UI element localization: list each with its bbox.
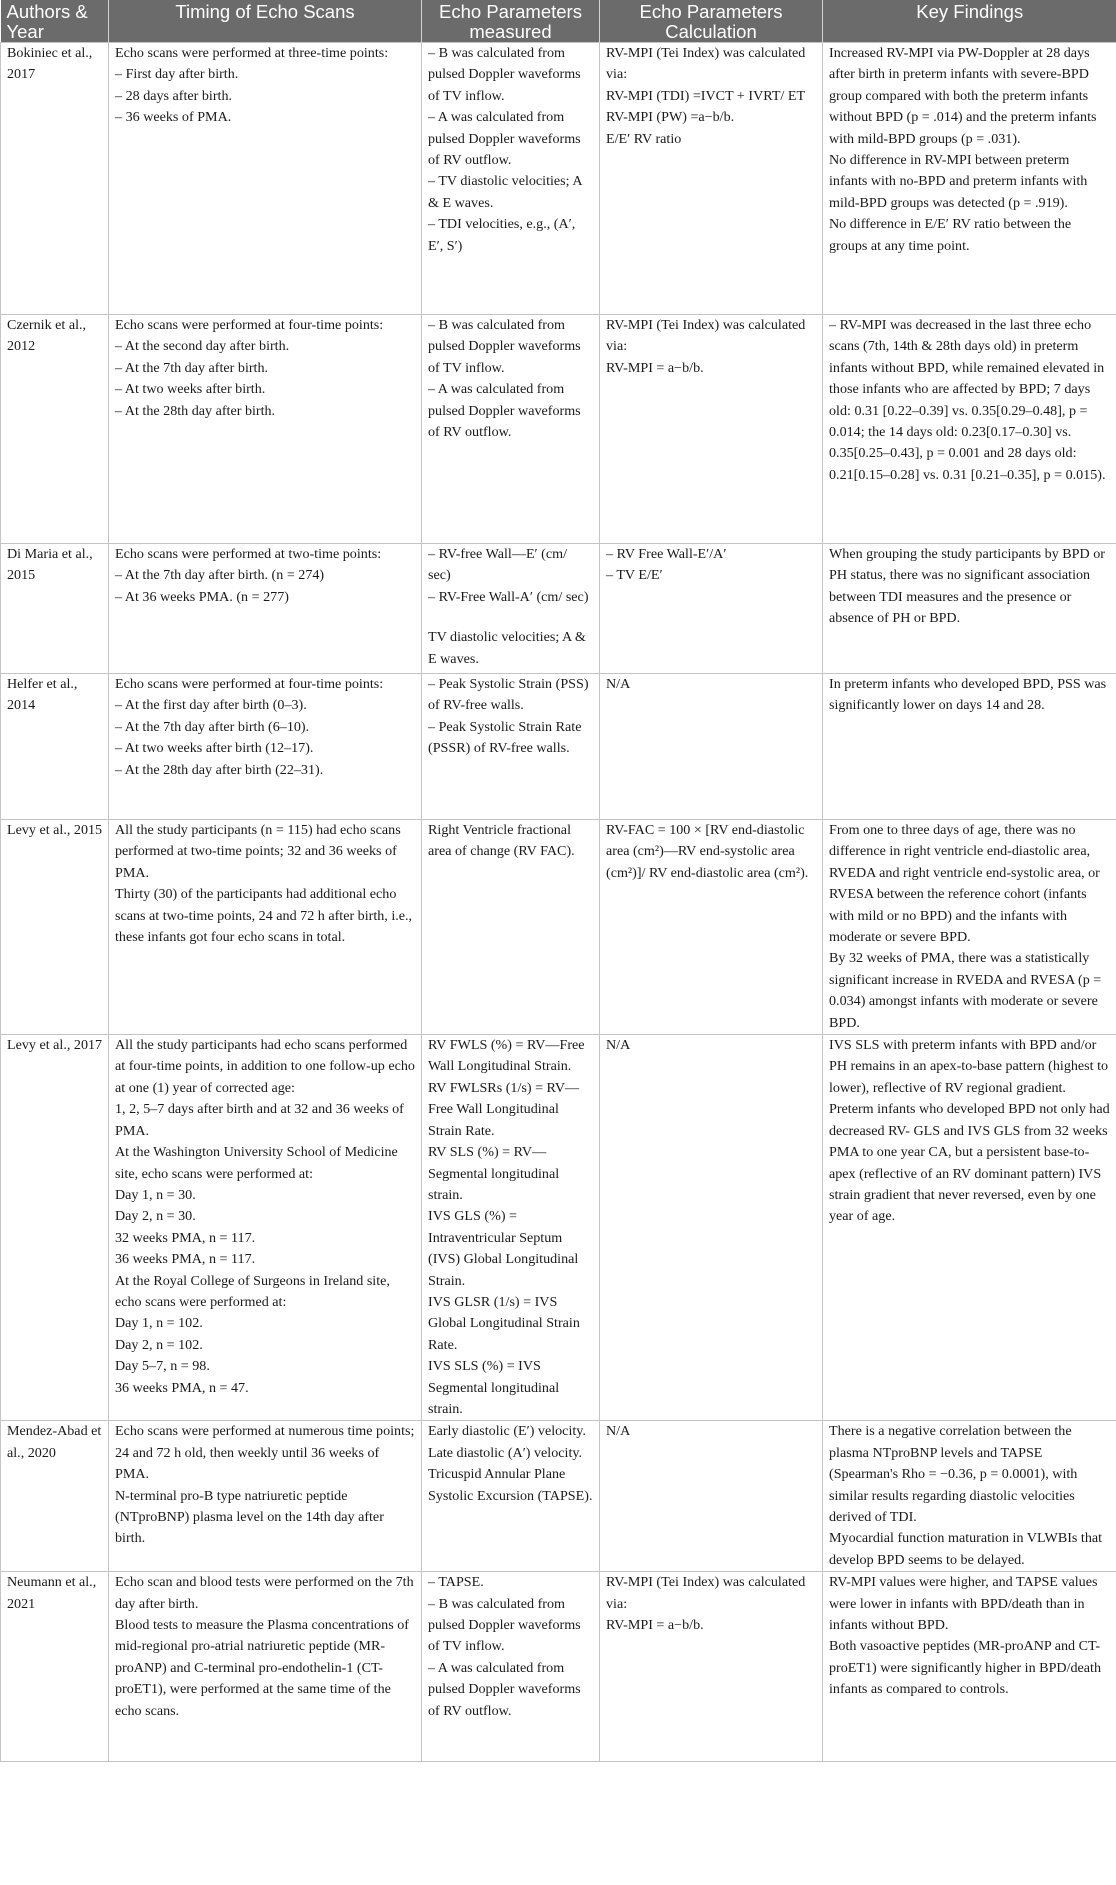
calculation-line: RV-MPI (TDI) =IVCT + IVRT/ ET [606,87,806,104]
cell-author: Levy et al., 2015 [1,820,109,1035]
header-row [1,0,1116,43]
measured-line: – B was calculated from pulsed Doppler waveforms of TV inflow. [428,1595,581,1655]
timing-line: Day 2, n = 30. [115,1208,196,1225]
cell-measured [422,1035,600,1421]
cell-measured [422,1421,600,1572]
timing-line: Echo scans were performed at four-time points: [115,317,384,333]
cell-calculation [600,1572,823,1762]
measured-line: Right Ventricle fractional area of change (RV FAC). [428,822,575,860]
cell-author: Di Maria et al., 2015 [1,544,109,674]
timing-line: At the Washington University School of Medicine site, echo scans were performed at: [115,1144,398,1182]
measured-line: IVS GLS (%) = Intraventricular Septum (IVS) Global Longitudinal Strain. [428,1208,579,1289]
measured-line: – Peak Systolic Strain (PSS) of RV-free walls. [428,676,589,714]
timing-line: Echo scans were performed at numerous time points; 24 and 72 h old, then weekly until 36 weeks of PMA. [115,1423,415,1483]
header-parameters-measured: Echo Parameters measured [422,0,600,43]
calculation-line: RV-MPI (Tei Index) was calculated via: [606,1574,806,1612]
cell-measured [422,820,600,1035]
cell-findings [823,1421,1116,1572]
table-row [1,820,1116,1035]
calculation-line: N/A [606,676,631,692]
calculation-line: RV-MPI = a−b/b. [606,359,704,376]
timing-line: – At the 28th day after birth (22–31). [115,761,324,778]
cell-calculation [600,1421,823,1572]
calculation-line: RV-MPI (Tei Index) was calculated via: [606,45,806,83]
cell-calculation [600,315,823,544]
header-timing: Timing of Echo Scans [109,0,422,43]
timing-line: Day 2, n = 102. [115,1336,203,1353]
findings-line: When grouping the study participants by BPD or PH status, there was no significant association between TDI measures and the presence or absence of PH or BPD. [829,546,1105,627]
timing-line: – 28 days after birth. [115,87,233,104]
measured-line: Tricuspid Annular Plane Systolic Excursion (TAPSE). [428,1466,593,1504]
cell-timing [109,43,422,315]
table-row [1,315,1116,544]
cell-measured [422,315,600,544]
measured-line: – A was calculated from pulsed Doppler waveforms of RV outflow. [428,381,581,441]
measured-spacer [428,608,593,627]
table-row [1,1421,1116,1572]
timing-line: – At the 7th day after birth. (n = 274) [115,567,325,584]
header-key-findings: Key Findings [823,0,1116,43]
table-row [1,544,1116,674]
timing-line: Blood tests to measure the Plasma concentrations of mid-regional pro-atrial natriuretic peptide (MR-proANP) and C-terminal pro-endothelin-1 (CT-proET1), were performed at the same time of the echo scans. [115,1617,409,1719]
timing-line: – At the 7th day after birth (6–10). [115,718,310,735]
cell-findings [823,315,1116,544]
calculation-line: RV-FAC = 100 × [RV end-diastolic area (cm²)—RV end-systolic area (cm²)]/ RV end-diastolic area (cm²). [606,822,809,881]
timing-line: Echo scans were performed at three-time points: [115,45,389,61]
cell-calculation [600,674,823,820]
timing-line: – First day after birth. [115,66,239,83]
cell-findings [823,43,1116,315]
cell-calculation [600,544,823,674]
cell-calculation [600,820,823,1035]
calculation-line: – TV E/E′ [606,567,663,584]
findings-line: Increased RV-MPI via PW-Doppler at 28 days after birth in preterm infants with severe-BPD group compared with both the preterm infants without BPD (p = .014) and the preterm infants with mild-BPD groups (p = .031). [829,45,1097,147]
cell-author: Neumann et al., 2021 [1,1572,109,1762]
cell-measured [422,674,600,820]
timing-line: 1, 2, 5–7 days after birth and at 32 and 36 weeks of PMA. [115,1101,404,1139]
timing-line: Echo scan and blood tests were performed on the 7th day after birth. [115,1574,414,1612]
cell-author: Bokiniec et al., 2017 [1,43,109,315]
measured-line: – B was calculated from pulsed Doppler waveforms of TV inflow. [428,317,581,376]
findings-line: – RV-MPI was decreased in the last three echo scans (7th, 14th & 28th days old) in preterm infants without BPD, while remained elevated in those infants who are affected by BPD; 7 days old: 0.31 [0.22–0.39] vs. 0.35[0.29–0.48], p = 0.014; the 14 days old: 0.23[0.17–0.30] vs. 0.35[0.25–0.43], p = 0.001 and 28 days old: 0.21[0.15–0.28] vs. 0.31 [0.21–0.35], p = 0.015). [829,317,1106,483]
timing-line: 36 weeks PMA, n = 47. [115,1379,249,1396]
measured-line: – Peak Systolic Strain Rate (PSSR) of RV-free walls. [428,718,582,757]
cell-findings [823,544,1116,674]
cell-timing [109,820,422,1035]
cell-timing [109,1035,422,1421]
calculation-line: E/E′ RV ratio [606,130,682,147]
calculation-line: RV-MPI = a−b/b. [606,1617,704,1634]
calculation-line: RV-MPI (Tei Index) was calculated via: [606,317,806,355]
findings-line: Preterm infants who developed BPD not only had decreased RV- GLS and IVS GLS from 32 weeks PMA to one year CA, but a persistent base-to-apex (reflective of an RV dominant pattern) IVS strain gradient that never reversed, even by one year of age. [829,1101,1110,1225]
table-row [1,1572,1116,1762]
findings-line: RV-MPI values were higher, and TAPSE values were lower in infants with BPD/death than in infants without BPD. [829,1574,1098,1634]
findings-line: There is a negative correlation between the plasma NTproBNP levels and TAPSE (Spearman's Rho = −0.36, p = 0.0001), with similar results regarding diastolic velocities derived of TDI. [829,1423,1078,1525]
timing-line: 32 weeks PMA, n = 117. [115,1229,256,1246]
timing-line: All the study participants had echo scans performed at four-time points, in addition to one follow-up echo at one (1) year of corrected age: [115,1037,415,1096]
table-row [1,674,1116,820]
measured-line: – TAPSE. [428,1574,484,1591]
header-authors-year: Authors & Year [1,0,109,43]
timing-line: Day 1, n = 30. [115,1186,196,1203]
cell-findings [823,1035,1116,1421]
measured-line: – A was calculated from pulsed Doppler waveforms of RV outflow. [428,109,581,169]
findings-line: No difference in RV-MPI between preterm infants with no-BPD and preterm infants with mild-BPD groups was detected (p = .919). [829,152,1088,211]
cell-author: Czernik et al., 2012 [1,315,109,544]
timing-line: – At the 7th day after birth. [115,359,269,376]
table-row [1,43,1116,315]
cell-findings [823,1572,1116,1762]
cell-measured [422,43,600,315]
table-row [1,1035,1116,1421]
cell-timing [109,1572,422,1762]
cell-findings [823,674,1116,820]
cell-calculation [600,1035,823,1421]
timing-line: N-terminal pro-B type natriuretic peptide (NTproBNP) plasma level on the 14th day after birth. [115,1487,384,1547]
timing-line: All the study participants (n = 115) had echo scans performed at two-time points; 32 and 36 weeks of PMA. [115,822,401,881]
timing-line: – At two weeks after birth (12–17). [115,740,314,757]
timing-line: Day 1, n = 102. [115,1315,203,1332]
measured-line: – B was calculated from pulsed Doppler waveforms of TV inflow. [428,45,581,104]
timing-line: Thirty (30) of the participants had additional echo scans at two-time points, 24 and 72 h after birth, i.e., these infants got four echo scans in total. [115,886,413,946]
timing-line: At the Royal College of Surgeons in Ireland site, echo scans were performed at: [115,1272,390,1310]
calculation-line: N/A [606,1037,631,1054]
measured-line: RV SLS (%) = RV—Segmental longitudinal strain. [428,1144,560,1203]
cell-timing [109,315,422,544]
timing-line: Echo scans were performed at two-time points: [115,546,382,562]
findings-line: In preterm infants who developed BPD, PSS was significantly lower on days 14 and 28. [829,676,1107,714]
timing-line: Echo scans were performed at four-time points: [115,676,384,692]
findings-line: From one to three days of age, there was no difference in right ventricle end-diastolic area, RVEDA and right ventricle end-systolic area, or RVESA between the reference cohort (infants with mild or no BPD) and the infants with moderate or severe BPD. [829,822,1100,946]
cell-calculation [600,43,823,315]
measured-line: – A was calculated from pulsed Doppler waveforms of RV outflow. [428,1659,581,1719]
timing-line: – At the 28th day after birth. [115,402,276,419]
measured-line: – TV diastolic velocities; A & E waves. [428,173,582,211]
measured-line: – RV-free Wall—E′ (cm/ sec) [428,546,567,584]
cell-author: Helfer et al., 2014 [1,674,109,820]
measured-line: RV FWLSRs (1/s) = RV—Free Wall Longitudinal Strain Rate. [428,1079,580,1139]
calculation-line: RV-MPI (PW) =a−b/b. [606,109,735,126]
timing-line: – At 36 weeks PMA. (n = 277) [115,588,289,605]
findings-line: By 32 weeks of PMA, there was a statistically significant increase in RVEDA and RVESA (p = 0.034) amongst infants with moderate or severe BPD. [829,950,1102,1031]
cell-timing [109,544,422,674]
timing-line: 36 weeks PMA, n = 117. [115,1251,256,1268]
timing-line: – At the second day after birth. [115,338,290,355]
measured-line: Late diastolic (A′) velocity. [428,1444,583,1461]
calculation-line: – RV Free Wall-E′/A′ [606,546,727,562]
header-parameters-calculation: Echo Parameters Calculation [600,0,823,43]
findings-line: Both vasoactive peptides (MR-proANP and CT-proET1) were significantly higher in BPD/death infants as compared to controls. [829,1638,1102,1698]
cell-author: Levy et al., 2017 [1,1035,109,1421]
measured-line: Early diastolic (E′) velocity. [428,1423,586,1440]
measured-line: RV FWLS (%) = RV—Free Wall Longitudinal Strain. [428,1037,585,1075]
measured-line: – RV-Free Wall-A′ (cm/ sec) [428,588,589,605]
timing-line: – 36 weeks of PMA. [115,109,232,126]
calculation-line: N/A [606,1423,631,1440]
cell-findings [823,820,1116,1035]
cell-author: Mendez-Abad et al., 2020 [1,1421,109,1572]
findings-line: IVS SLS with preterm infants with BPD and/or PH remains in an apex-to-base pattern (highest to lower), reflective of RV regional gradient. [829,1037,1109,1096]
measured-line: IVS GLSR (1/s) = IVS Global Longitudinal Strain Rate. [428,1293,580,1353]
timing-line: – At the first day after birth (0–3). [115,697,307,714]
measured-line: TV diastolic velocities; A & E waves. [428,629,586,667]
cell-measured [422,1572,600,1762]
measured-line: – TDI velocities, e.g., (A′, E′, S′) [428,216,576,254]
cell-timing [109,674,422,820]
measured-line: IVS SLS (%) = IVS Segmental longitudinal strain. [428,1358,560,1417]
cell-timing [109,1421,422,1572]
findings-line: No difference in E/E′ RV ratio between the groups at any time point. [829,216,1072,254]
findings-line: Myocardial function maturation in VLWBIs that develop BPD seems to be delayed. [829,1530,1103,1568]
cell-measured [422,544,600,674]
timing-line: – At two weeks after birth. [115,381,266,398]
timing-line: Day 5–7, n = 98. [115,1358,210,1375]
